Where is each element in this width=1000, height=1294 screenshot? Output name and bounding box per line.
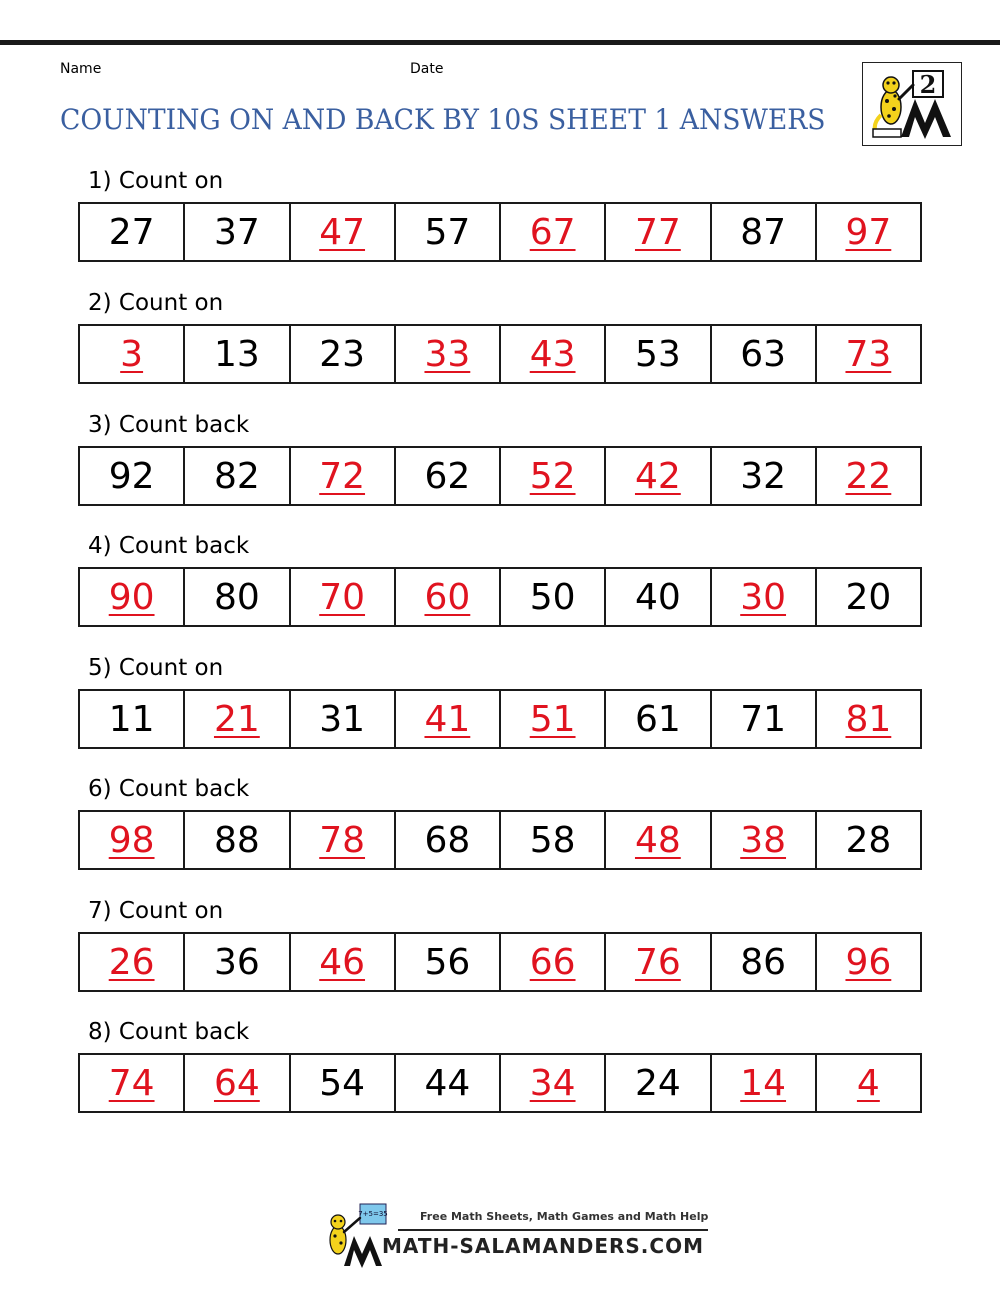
given-cell: 37 xyxy=(183,204,288,260)
answer-cell: 76 xyxy=(604,934,709,990)
given-cell: 27 xyxy=(108,211,155,253)
number-row xyxy=(78,689,922,749)
answer-cell: 30 xyxy=(710,569,815,625)
answer-cell: 78 xyxy=(289,812,394,868)
problem-label: 1) Count on xyxy=(88,168,224,194)
given-cell: 82 xyxy=(183,448,288,504)
number-row xyxy=(78,446,922,506)
given-cell: 13 xyxy=(183,326,288,382)
answer-cell: 26 xyxy=(108,941,155,983)
given-cell: 20 xyxy=(815,569,920,625)
footer-badge-text: 7+5=35 xyxy=(358,1210,388,1218)
answer-cell: 33 xyxy=(394,326,499,382)
answer-cell: 41 xyxy=(394,691,499,747)
given-cell: 56 xyxy=(394,934,499,990)
given-cell: 28 xyxy=(815,812,920,868)
problem-label: 7) Count on xyxy=(88,898,224,924)
answer-cell: 67 xyxy=(499,204,604,260)
answer-cell: 66 xyxy=(499,934,604,990)
date-label: Date xyxy=(410,61,444,77)
answer-cell: 72 xyxy=(289,448,394,504)
answer-cell: 98 xyxy=(108,819,155,861)
answer-cell: 77 xyxy=(604,204,709,260)
answer-cell: 21 xyxy=(183,691,288,747)
given-cell: 61 xyxy=(604,691,709,747)
answer-cell: 60 xyxy=(394,569,499,625)
answer-cell: 47 xyxy=(289,204,394,260)
logo-grade-digit: 2 xyxy=(919,70,937,99)
problem-label: 2) Count on xyxy=(88,290,224,316)
page-title: COUNTING ON AND BACK BY 10S SHEET 1 ANSWERS xyxy=(60,103,826,136)
given-cell: 62 xyxy=(394,448,499,504)
answer-cell: 73 xyxy=(815,326,920,382)
given-cell: 53 xyxy=(604,326,709,382)
given-cell: 58 xyxy=(499,812,604,868)
answer-cell: 51 xyxy=(499,691,604,747)
footer-branding xyxy=(320,1200,720,1270)
given-cell: 24 xyxy=(604,1055,709,1111)
given-cell: 44 xyxy=(394,1055,499,1111)
number-row xyxy=(78,324,922,384)
answer-cell: 42 xyxy=(604,448,709,504)
given-cell: 71 xyxy=(710,691,815,747)
problem-label: 5) Count on xyxy=(88,655,224,681)
answer-cell: 97 xyxy=(815,204,920,260)
salamander-logo-icon xyxy=(863,63,960,144)
name-label: Name xyxy=(60,61,102,77)
number-row xyxy=(78,567,922,627)
top-rule xyxy=(0,40,1000,45)
number-row xyxy=(78,932,922,992)
given-cell: 87 xyxy=(710,204,815,260)
answer-cell: 14 xyxy=(710,1055,815,1111)
answer-cell: 52 xyxy=(499,448,604,504)
given-cell: 57 xyxy=(394,204,499,260)
given-cell: 36 xyxy=(183,934,288,990)
problem-label: 6) Count back xyxy=(88,776,250,802)
answer-cell: 70 xyxy=(289,569,394,625)
number-row xyxy=(78,810,922,870)
problem-label: 4) Count back xyxy=(88,533,250,559)
given-cell: 54 xyxy=(289,1055,394,1111)
footer-tagline: Free Math Sheets, Math Games and Math Help xyxy=(420,1210,709,1223)
grade-logo xyxy=(862,62,962,146)
answer-cell: 22 xyxy=(815,448,920,504)
given-cell: 11 xyxy=(108,698,155,740)
answer-cell: 48 xyxy=(604,812,709,868)
given-cell: 80 xyxy=(183,569,288,625)
answer-cell: 38 xyxy=(710,812,815,868)
given-cell: 63 xyxy=(710,326,815,382)
given-cell: 31 xyxy=(289,691,394,747)
given-cell: 50 xyxy=(499,569,604,625)
answer-cell: 4 xyxy=(815,1055,920,1111)
footer-brand: MATH-SALAMANDERS.COM xyxy=(382,1234,704,1258)
answer-cell: 81 xyxy=(815,691,920,747)
answer-cell: 90 xyxy=(108,576,155,618)
number-row xyxy=(78,202,922,262)
answer-cell: 74 xyxy=(108,1062,155,1104)
given-cell: 92 xyxy=(108,455,155,497)
answer-cell: 3 xyxy=(120,333,144,375)
footer-divider xyxy=(398,1229,708,1231)
given-cell: 68 xyxy=(394,812,499,868)
answer-cell: 34 xyxy=(499,1055,604,1111)
problem-label: 8) Count back xyxy=(88,1019,250,1045)
given-cell: 86 xyxy=(710,934,815,990)
answer-cell: 43 xyxy=(499,326,604,382)
number-row xyxy=(78,1053,922,1113)
answer-cell: 64 xyxy=(183,1055,288,1111)
given-cell: 88 xyxy=(183,812,288,868)
given-cell: 23 xyxy=(289,326,394,382)
problem-label: 3) Count back xyxy=(88,412,250,438)
given-cell: 32 xyxy=(710,448,815,504)
answer-cell: 46 xyxy=(289,934,394,990)
answer-cell: 96 xyxy=(815,934,920,990)
given-cell: 40 xyxy=(604,569,709,625)
